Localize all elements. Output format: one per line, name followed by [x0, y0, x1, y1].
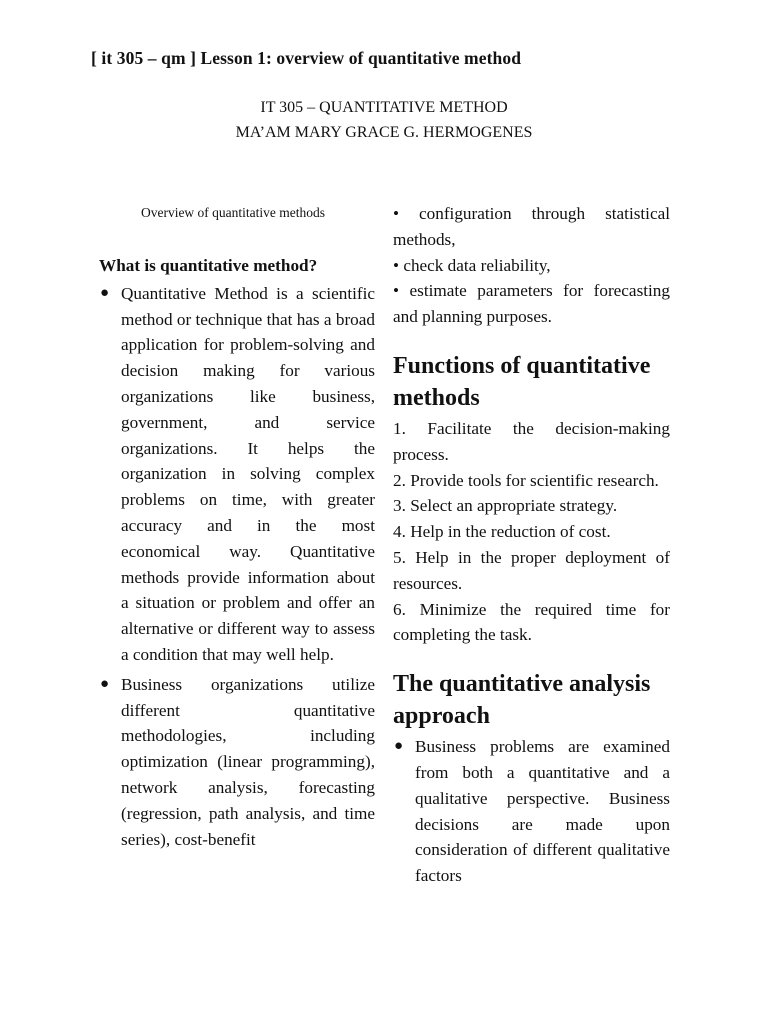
list-item: 5. Help in the proper deployment of resources.: [393, 547, 670, 593]
document-header: [ it 305 – qm ] Lesson 1: overview of quantitative method: [91, 48, 522, 68]
list-item: 4. Help in the reduction of cost.: [393, 522, 611, 542]
approach-list: [393, 734, 670, 889]
functions-heading: Functions of quantitative methods: [393, 352, 651, 411]
left-column: [99, 203, 375, 856]
list-item-text: Quantitative Method is a scientific method or technique that has a broad application for problem-solving and decision making for various organizations like business, government, and service organizations. It helps the organization in solving complex problems on time, with greater accuracy and in the most economical way. Quantitative methods provide information about a situation or problem and offer an alternative or different way to assess a condition that may well help.: [121, 283, 375, 664]
question-heading: What is quantitative method?: [99, 256, 318, 275]
list-item: 2. Provide tools for scientific research.: [393, 470, 659, 490]
functions-list: [393, 416, 670, 648]
course-title: IT 305 – QUANTITATIVE METHOD: [260, 99, 508, 116]
paragraph: • estimate parameters for forecasting and planning purposes.: [393, 281, 670, 327]
instructor-name: MA’AM MARY GRACE G. HERMOGENES: [235, 124, 533, 141]
section-caption: Overview of quantitative methods: [140, 205, 326, 220]
right-column: [393, 201, 670, 893]
list-item: [99, 672, 375, 853]
list-item: [99, 281, 375, 668]
bullet-icon: ●: [100, 284, 110, 301]
paragraph: • check data reliability,: [393, 255, 551, 275]
list-item: 1. Facilitate the decision-making process.: [393, 418, 670, 464]
bullet-icon: ●: [394, 738, 404, 755]
list-item: 6. Minimize the required time for completing the task.: [393, 599, 670, 645]
list-item: [393, 734, 670, 889]
definition-list: [99, 281, 375, 853]
list-item-text: Business organizations utilize different quantitative methodologies, including optimization (linear programming), network analysis, forecasting (regression, path analysis, and time series), cost-benefit: [121, 674, 375, 849]
list-item: 3. Select an appropriate strategy.: [393, 496, 618, 516]
list-item-text: Business problems are examined from both a quantitative and a qualitative perspective. Business decisions are made upon consideration of different qualitative factors: [415, 737, 670, 886]
bullet-icon: ●: [100, 675, 110, 692]
approach-heading: The quantitative analysis approach: [393, 671, 651, 730]
paragraph: • configuration through statistical methods,: [393, 204, 670, 249]
